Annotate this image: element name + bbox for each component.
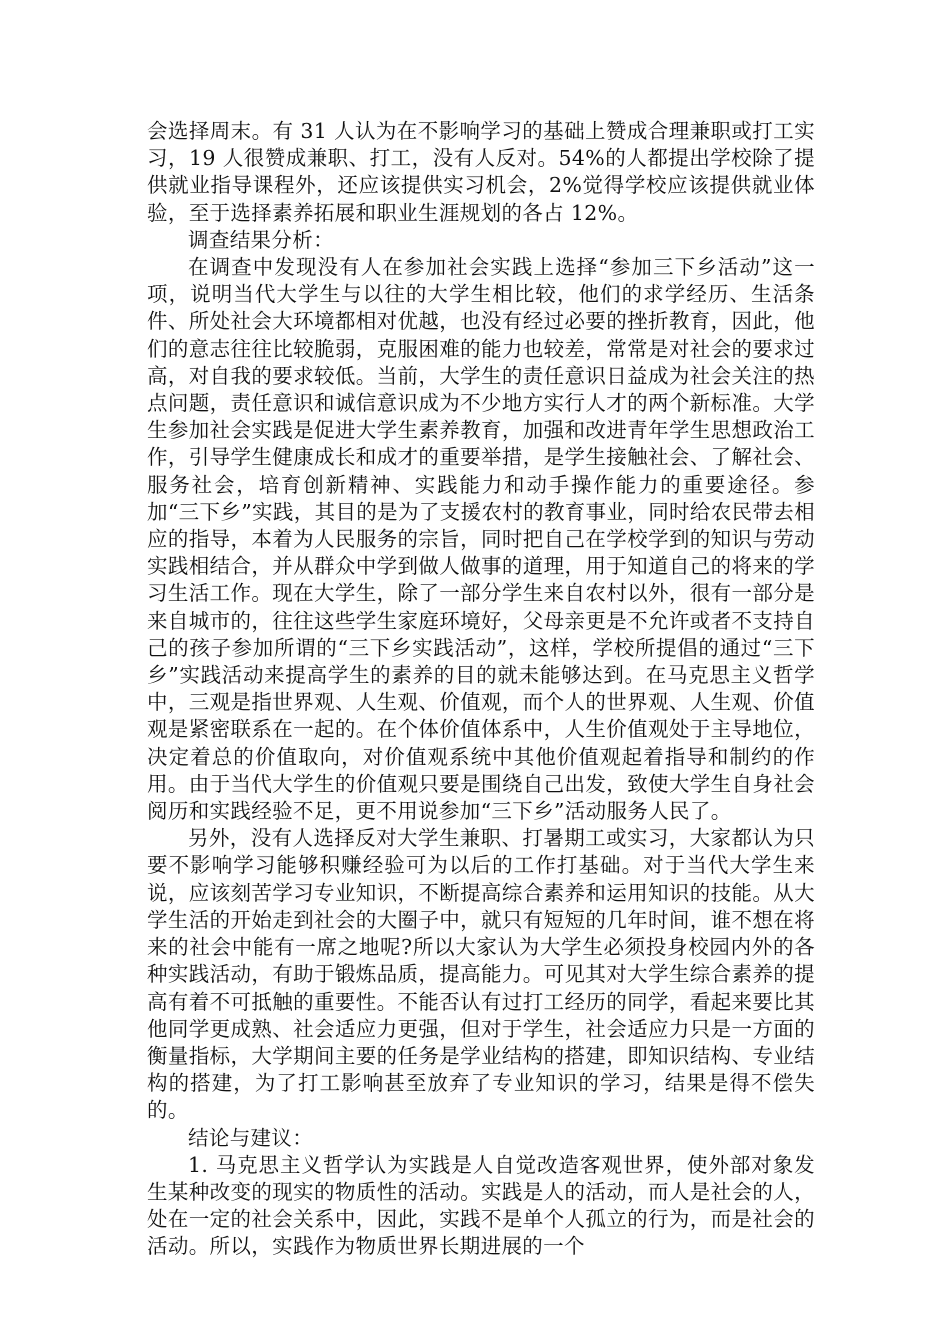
paragraph-part-time: 另外，没有人选择反对大学生兼职、打暑期工或实习，大家都认为只要不影响学习能够积赚经验可为以后的工作打基础。对于当代大学生来说，应该刻苦学习专业知识，不断提高综合素养和运用知识的技能。从大学生活的开始走到社会的大圈子中，就只有短短的几年时间，谁不想在将来的社会中能有一席之地呢?所以大家认为大学生必须投身校园内外的各种实践活动，有助于锻炼品质，提高能力。可见其对大学生综合素养的提高有着不可抵触的重要性。不能否认有过打工经历的同学，看起来要比其他同学更成熟、社会适应力更强，但对于学生，社会适应力只是一方面的衡量指标，大学期间主要的任务是学业结构的搭建，即知识结构、专业结构的搭建，为了打工影响甚至放弃了专业知识的学习，结果是得不偿失的。 — [147, 826, 815, 1123]
paragraph-continuation: 会选择周末。有 31 人认为在不影响学习的基础上赞成合理兼职或打工实习，19 人很赞成兼职、打工，没有人反对。54%的人都提出学校除了提供就业指导课程外，还应该提供实习机会，2%觉得学校应该提供就业体验，至于选择素养拓展和职业生涯规划的各占 12%。 — [147, 119, 815, 225]
section-heading-conclusion: 结论与建议： — [188, 1125, 314, 1150]
paragraph-conclusion-1: 1. 马克思主义哲学认为实践是人自觉改造客观世界，使外部对象发生某种改变的现实的物质性的活动。实践是人的活动，而人是社会的人，处在一定的社会关系中，因此，实践不是单个人孤立的行为，而是社会的活动。所以，实践作为物质世界长期进展的一个 — [147, 1152, 815, 1259]
document-body — [147, 118, 815, 1261]
paragraph-analysis: 在调查中发现没有人在参加社会实践上选择“参加三下乡活动”这一项，说明当代大学生与以往的大学生相比较，他们的求学经历、生活条件、所处社会大环境都相对优越，也没有经过必要的挫折教育，因此，他们的意志往往比较脆弱，克服困难的能力也较差，常常是对社会的要求过高，对自我的要求较低。当前，大学生的责任意识日益成为社会关注的热点问题，责任意识和诚信意识成为不少地方实行人才的两个新标准。大学生参加社会实践是促进大学生素养教育，加强和改进青年学生思想政治工作，引导学生健康成长和成才的重要举措，是学生接触社会、了解社会、服务社会，培育创新精神、实践能力和动手操作能力的重要途径。参加“三下乡”实践，其目的是为了支援农村的教育事业，同时给农民带去相应的指导，本着为人民服务的宗旨，同时把自己在学校学到的知识与劳动实践相结合，并从群众中学到做人做事的道理，用于知道自己的将来的学习生活工作。现在大学生，除了一部分学生来自农村以外，很有一部分是来自城市的，往往这些学生家庭环境好，父母亲更是不允许或者不支持自己的孩子参加所谓的“三下乡实践活动”，这样，学校所提倡的通过“三下乡”实践活动来提高学生的素养的目的就未能够达到。在马克思主义哲学中，三观是指世界观、人生观、价值观，而个人的世界观、人生观、价值观是紧密联系在一起的。在个体价值体系中，人生价值观处于主导地位，决定着总的价值取向，对价值观系统中其他价值观起着指导和制约的作用。由于当代大学生的价值观只要是围绕自己出发，致使大学生自身社会阅历和实践经验不足，更不用说参加“三下乡”活动服务人民了。 — [147, 255, 816, 824]
section-heading-analysis: 调查结果分析： — [188, 227, 334, 252]
